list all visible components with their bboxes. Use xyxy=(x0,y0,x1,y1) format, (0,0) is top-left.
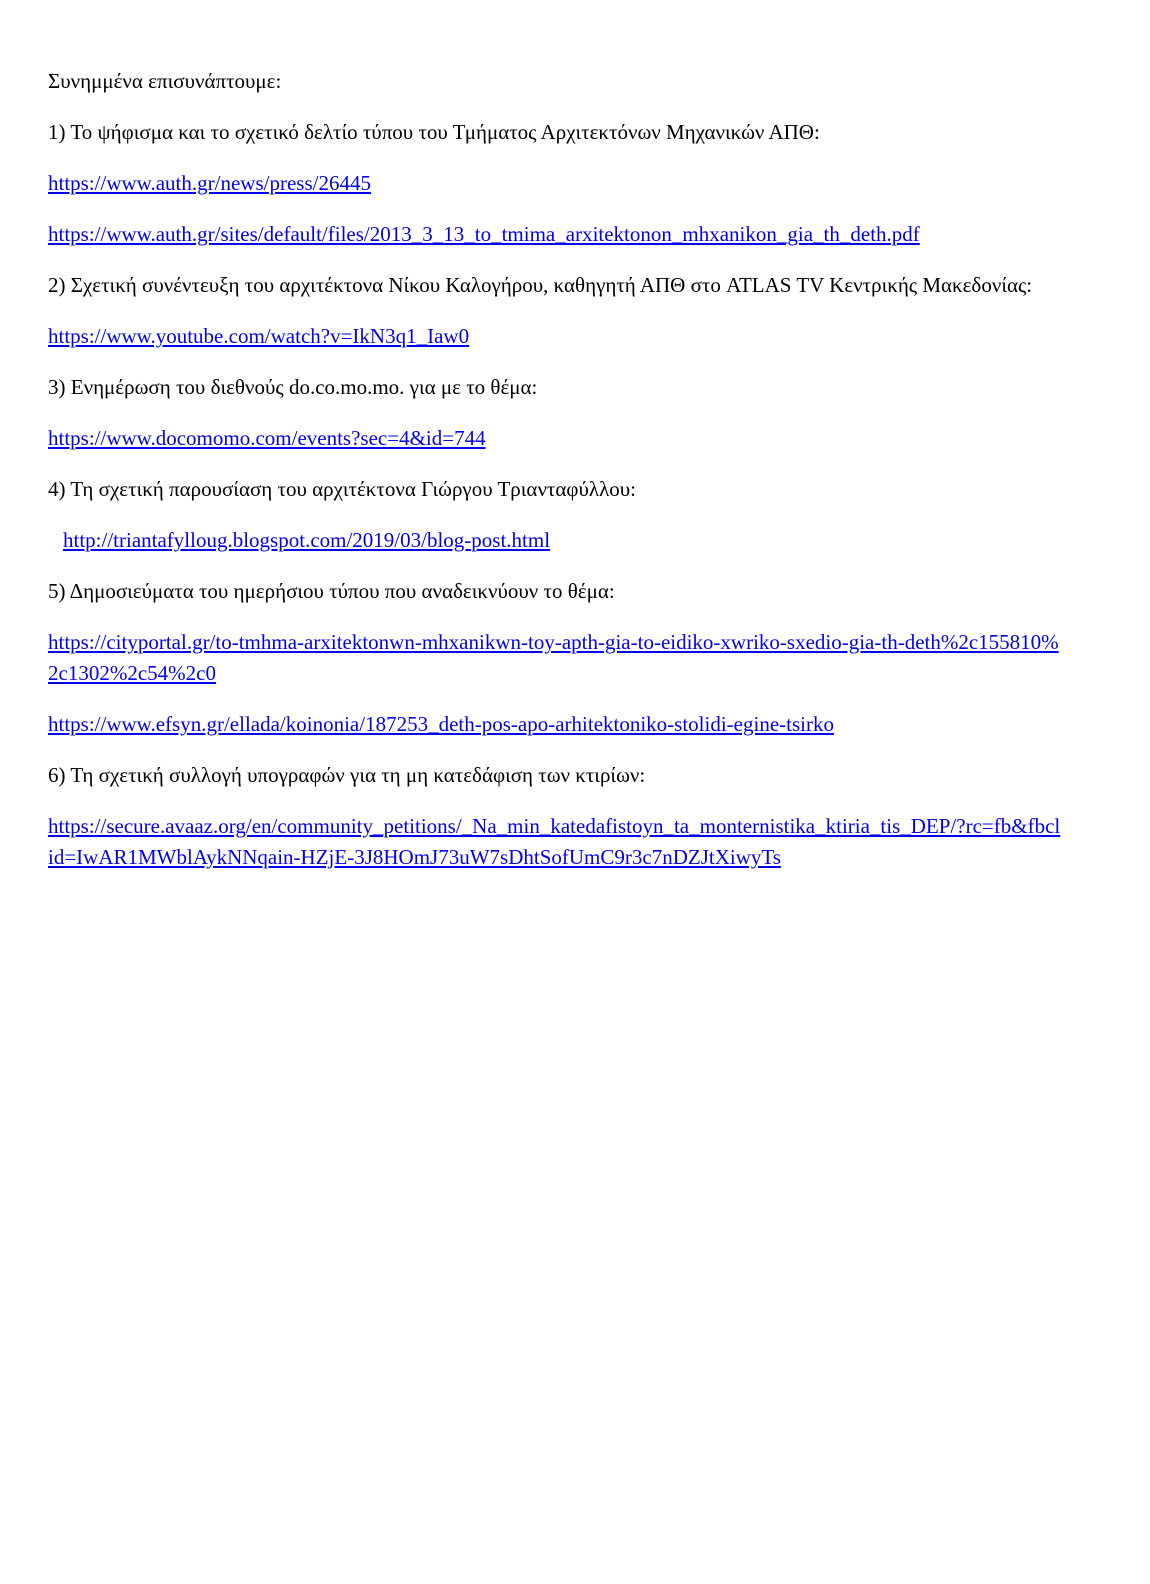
efsyn-article-link[interactable]: https://www.efsyn.gr/ellada/koinonia/187253_deth-pos-apo-arhitektoniko-stolidi-egine-tsirko xyxy=(48,712,834,736)
docomomo-events-link[interactable]: https://www.docomomo.com/events?sec=4&id=744 xyxy=(48,426,486,450)
item-1-link-paragraph-1 xyxy=(48,168,1064,199)
item-3-link-paragraph-1 xyxy=(48,423,1064,454)
cityportal-article-link[interactable]: https://cityportal.gr/to-tmhma-arxitektonwn-mhxanikwn-toy-apth-gia-to-eidiko-xwriko-sxedio-gia-th-deth%2c155810%2c1302%2c54%2c0 xyxy=(48,630,1059,685)
item-2-heading: 2) Σχετική συνέντευξη του αρχιτέκτονα Νίκου Καλογήρου, καθηγητή ΑΠΘ στο ATLAS TV Κεντρικής Μακεδονίας: xyxy=(48,273,1033,297)
item-1-heading: 1) Το ψήφισμα και το σχετικό δελτίο τύπου του Τμήματος Αρχιτεκτόνων Μηχανικών ΑΠΘ: xyxy=(48,120,820,144)
item-5-link-paragraph-1 xyxy=(48,627,1064,689)
item-6-heading: 6) Τη σχετική συλλογή υπογραφών για τη μη κατεδάφιση των κτιρίων: xyxy=(48,763,646,787)
item-4-heading: 4) Τη σχετική παρουσίαση του αρχιτέκτονα Γιώργου Τριανταφύλλου: xyxy=(48,477,636,501)
item-5-link-paragraph-2 xyxy=(48,709,1064,740)
blogspot-presentation-link[interactable]: http://triantafylloug.blogspot.com/2019/03/blog-post.html xyxy=(63,528,551,552)
item-1-link-paragraph-2 xyxy=(48,219,1064,250)
item-3-heading: 3) Ενημέρωση του διεθνούς do.co.mo.mo. για με το θέμα: xyxy=(48,375,538,399)
intro-text: Συνημμένα επισυνάπτουμε: xyxy=(48,69,282,93)
avaaz-petition-link[interactable]: https://secure.avaaz.org/en/community_petitions/_Na_min_katedafistoyn_ta_monternistika_ktiria_tis_DEP/?rc=fb&fbclid=IwAR1MWblAykNNqain-HZjE-3J8HOmJ73uW7sDhtSofUmC9r3c7nDZJtXiwyTs xyxy=(48,814,1061,869)
auth-press-release-link[interactable]: https://www.auth.gr/news/press/26445 xyxy=(48,171,371,195)
youtube-interview-link[interactable]: https://www.youtube.com/watch?v=IkN3q1_Iaw0 xyxy=(48,324,470,348)
item-6-link-paragraph-1 xyxy=(48,811,1064,873)
auth-pdf-link[interactable]: https://www.auth.gr/sites/default/files/2013_3_13_to_tmima_arxitektonon_mhxanikon_gia_th_deth.pdf xyxy=(48,222,920,246)
item-4-link-paragraph-1 xyxy=(48,525,1064,556)
item-5-heading: 5) Δημοσιεύματα του ημερήσιου τύπου που αναδεικνύουν το θέμα: xyxy=(48,579,615,603)
item-2-link-paragraph-1 xyxy=(48,321,1064,352)
